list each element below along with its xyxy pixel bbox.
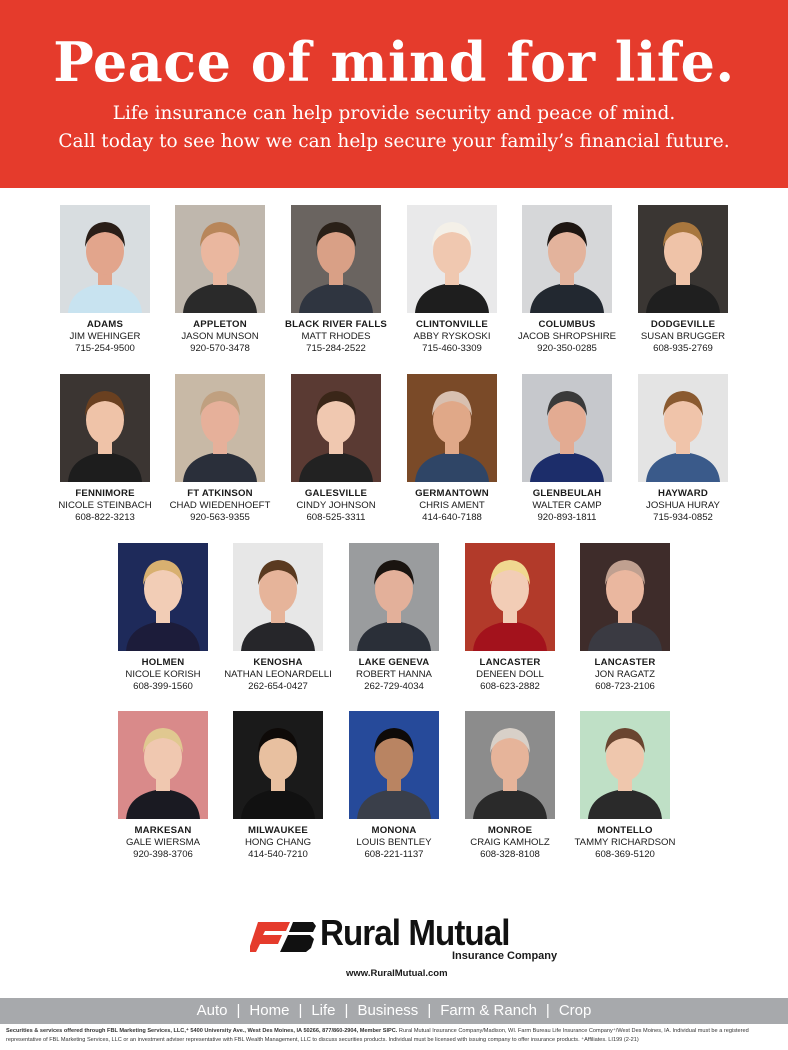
agent-photo xyxy=(522,205,612,313)
agent-name: JASON MUNSON xyxy=(181,331,259,342)
agent-name: TAMMY RICHARDSON xyxy=(574,837,676,848)
agent-city: ADAMS xyxy=(86,319,124,330)
agent-phone[interactable]: 920-570-3478 xyxy=(190,342,250,354)
agent-card xyxy=(618,374,748,523)
product-farm-ranch: Farm & Ranch xyxy=(440,1002,537,1019)
agent-phone[interactable]: 920-893-1811 xyxy=(537,511,597,523)
website-link[interactable]: www.RuralMutual.com xyxy=(346,968,448,979)
agent-city: MONROE xyxy=(487,825,533,836)
agent-name: CHAD WIEDENHOEFT xyxy=(169,500,271,511)
agent-phone[interactable]: 608-623-2882 xyxy=(480,680,540,692)
agent-phone[interactable]: 715-460-3309 xyxy=(422,342,482,354)
agent-city: HOLMEN xyxy=(141,657,185,668)
agent-name: ROBERT HANNA xyxy=(356,669,432,680)
agent-card xyxy=(213,543,343,692)
agent-phone[interactable]: 608-935-2769 xyxy=(653,342,713,354)
agent-name: HONG CHANG xyxy=(244,837,312,848)
agent-photo xyxy=(407,205,497,313)
subtitle-line-2: Call today to see how we can help secure your family’s financial future. xyxy=(58,131,730,152)
agent-photo xyxy=(233,711,323,819)
agent-name: CRAIG KAMHOLZ xyxy=(470,837,550,848)
agent-phone[interactable]: 715-284-2522 xyxy=(306,342,366,354)
agent-name: CINDY JOHNSON xyxy=(296,500,376,511)
agent-name: NICOLE STEINBACH xyxy=(58,500,152,511)
agent-city: GLENBEULAH xyxy=(532,488,602,499)
agent-name: MATT RHODES xyxy=(301,331,371,342)
agent-name: NICOLE KORISH xyxy=(125,669,201,680)
agent-card xyxy=(502,374,632,523)
logo-wordmark: Rural Mutual xyxy=(320,912,510,953)
agent-phone[interactable]: 608-723-2106 xyxy=(595,680,655,692)
headline: Peace of mind for life. xyxy=(53,30,735,94)
agent-photo xyxy=(291,205,381,313)
agent-phone[interactable]: 608-822-3213 xyxy=(75,511,135,523)
agent-name: CHRIS AMENT xyxy=(419,500,485,511)
agent-phone[interactable]: 920-563-9355 xyxy=(190,511,250,523)
agent-name: JIM WEHINGER xyxy=(69,331,141,342)
agent-city: MONONA xyxy=(371,825,417,836)
agent-phone[interactable]: 920-398-3706 xyxy=(133,848,193,860)
product-auto: Auto xyxy=(196,1002,228,1019)
agent-photo xyxy=(638,374,728,482)
agent-city: HAYWARD xyxy=(657,488,709,499)
agent-photo xyxy=(60,205,150,313)
agent-city: LAKE GENEVA xyxy=(358,657,430,668)
agent-photo xyxy=(175,374,265,482)
agent-photo xyxy=(291,374,381,482)
agent-name: LOUIS BENTLEY xyxy=(356,837,432,848)
product-life: Life xyxy=(311,1002,336,1019)
agent-photo xyxy=(580,711,670,819)
agent-city: KENOSHA xyxy=(253,657,303,668)
disclaimer xyxy=(6,1027,782,1044)
agent-phone[interactable]: 715-254-9500 xyxy=(75,342,135,354)
agent-photo xyxy=(118,543,208,651)
logo-subtitle: Insurance Company xyxy=(452,950,558,962)
agent-city: LANCASTER xyxy=(594,657,656,668)
subtitle-line-1: Life insurance can help provide security and peace of mind. xyxy=(112,103,676,124)
agent-name: ABBY RYSKOSKI xyxy=(413,331,491,342)
agent-card xyxy=(271,374,401,523)
agent-city: MARKESAN xyxy=(134,825,192,836)
agent-city: GERMANTOWN xyxy=(415,488,489,499)
agent-phone[interactable]: 608-525-3311 xyxy=(306,511,366,523)
agent-photo xyxy=(638,205,728,313)
agent-name: DENEEN DOLL xyxy=(476,669,544,680)
agent-photo xyxy=(580,543,670,651)
agent-city: GALESVILLE xyxy=(304,488,368,499)
agent-name: SUSAN BRUGGER xyxy=(640,331,726,342)
agent-card xyxy=(560,711,690,860)
agent-card xyxy=(387,205,517,354)
agent-card xyxy=(213,711,343,860)
agent-photo xyxy=(175,205,265,313)
agent-photo xyxy=(522,374,612,482)
agent-phone[interactable]: 715-934-0852 xyxy=(653,511,713,523)
agent-card xyxy=(618,205,748,354)
agent-city: CLINTONVILLE xyxy=(415,319,489,330)
agent-photo xyxy=(465,543,555,651)
agent-photo xyxy=(349,543,439,651)
agent-name: JON RAGATZ xyxy=(594,669,656,680)
agent-photo xyxy=(60,374,150,482)
product-home: Home xyxy=(249,1002,290,1019)
agent-phone[interactable]: 414-540-7210 xyxy=(248,848,308,860)
agent-city: APPLETON xyxy=(193,319,247,330)
agent-card xyxy=(40,374,170,523)
agent-photo xyxy=(118,711,208,819)
agent-photo xyxy=(233,543,323,651)
agent-name: GALE WIERSMA xyxy=(125,837,201,848)
agent-name: JACOB SHROPSHIRE xyxy=(517,331,617,342)
agent-phone[interactable]: 920-350-0285 xyxy=(537,342,597,354)
agent-phone[interactable]: 608-369-5120 xyxy=(595,848,655,860)
agent-city: DODGEVILLE xyxy=(650,319,716,330)
agent-phone[interactable]: 608-221-1137 xyxy=(364,848,424,860)
agent-card xyxy=(329,711,459,860)
company-logo xyxy=(250,912,558,980)
agent-card xyxy=(445,711,575,860)
agent-card xyxy=(271,205,401,354)
agent-city: MONTELLO xyxy=(597,825,653,836)
agent-city: MILWAUKEE xyxy=(248,825,308,836)
agent-name: WALTER CAMP xyxy=(532,500,602,511)
agent-name: NATHAN LEONARDELLI xyxy=(224,669,332,680)
agent-city: COLUMBUS xyxy=(538,319,596,330)
agent-name: JOSHUA HURAY xyxy=(646,500,720,511)
agent-card xyxy=(98,711,228,860)
agent-city: BLACK RIVER FALLS xyxy=(284,319,387,330)
disclaimer-text: Rural Mutual Insurance Company/Madison, WI. Farm Bureau Life Insurance Company⁺/West Des Moines, IA. Individual must be a registered representative of FBL Marketing Services, LLC or an investment adviser representative with FBL Wealth Management, LLC to discuss securities products. Individual must be licensed with issuing company to offer insurance products. ⁺Affiliates. LI199 (2-21) xyxy=(6,1028,749,1043)
product-bar: Auto | Home | Life | Business | Farm & Ranch | Crop xyxy=(0,998,788,1024)
agent-city: FT ATKINSON xyxy=(187,488,253,499)
agent-card xyxy=(329,543,459,692)
agent-card xyxy=(445,543,575,692)
agent-photo xyxy=(407,374,497,482)
agent-card xyxy=(502,205,632,354)
agent-card xyxy=(40,205,170,354)
agent-phone[interactable]: 608-328-8108 xyxy=(480,848,540,860)
product-business: Business xyxy=(357,1002,419,1019)
agent-card xyxy=(155,205,285,354)
agent-phone[interactable]: 262-654-0427 xyxy=(248,680,308,692)
agent-photo xyxy=(349,711,439,819)
agent-photo xyxy=(465,711,555,819)
agent-phone[interactable]: 414-640-7188 xyxy=(422,511,482,523)
disclaimer-bold: Securities & services offered through FBL Marketing Services, LLC,⁺ 5400 University Ave., West Des Moines, IA 50266, 877/860-2904, Member SIPC. xyxy=(6,1028,398,1034)
agent-card xyxy=(387,374,517,523)
agent-phone[interactable]: 262-729-4034 xyxy=(364,680,424,692)
agent-card xyxy=(560,543,690,692)
agent-card xyxy=(155,374,285,523)
agent-city: FENNIMORE xyxy=(75,488,135,499)
agent-city: LANCASTER xyxy=(479,657,541,668)
agent-phone[interactable]: 608-399-1560 xyxy=(133,680,193,692)
fb-logo-icon xyxy=(250,918,316,956)
agent-card xyxy=(98,543,228,692)
product-crop: Crop xyxy=(558,1002,592,1019)
